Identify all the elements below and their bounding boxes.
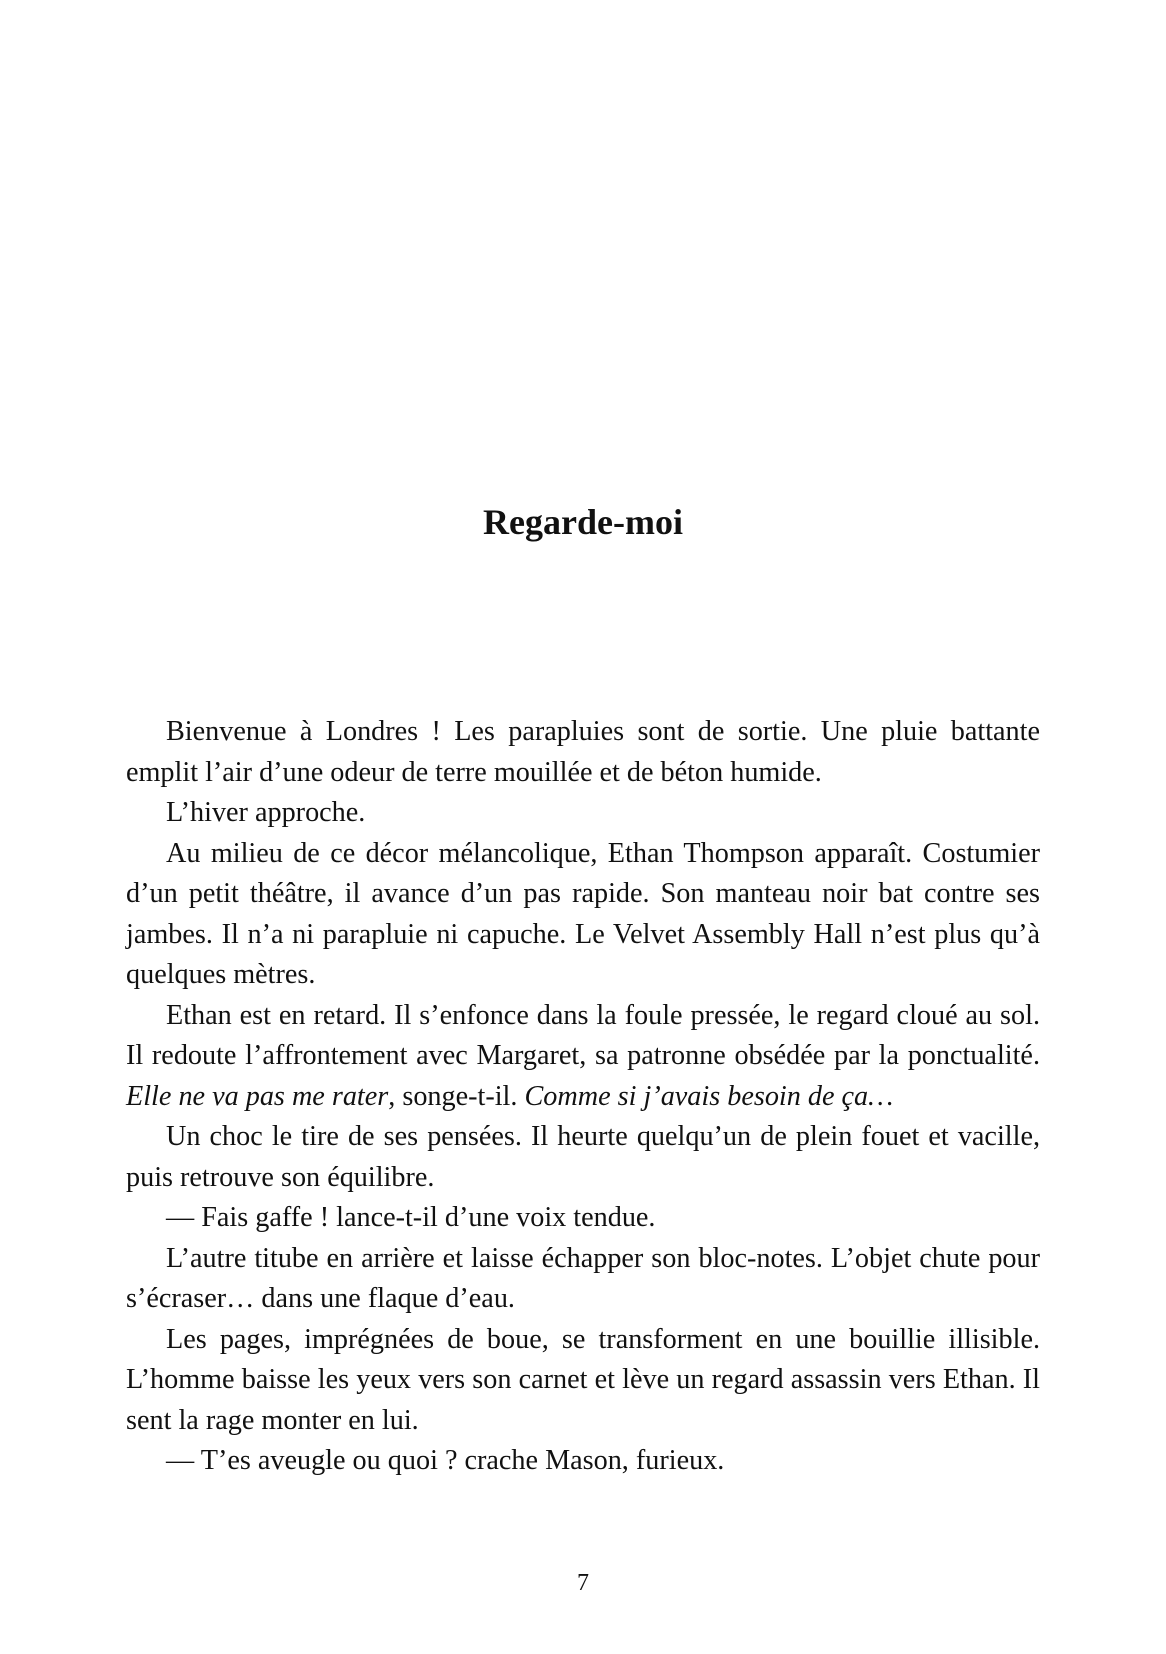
paragraph-dialogue-mason: — T’es aveugle ou quoi ? crache Mason, furieux. (166, 1445, 725, 1476)
paragraph-notebook-drop: L’autre titube en arrière et laisse échapper son bloc-notes. L’objet chute pour s’écraser… dans une flaque d’eau. (126, 1242, 1040, 1314)
paragraph-winter: L’hiver approche. (166, 797, 366, 828)
paragraph-arrival: Bienvenue à Londres ! Les parapluies sont de sortie. Une pluie battante emplit l’air d’une odeur de terre mouillée et de béton humide. (126, 716, 1040, 788)
page-number: 7 (577, 1570, 589, 1596)
paragraph-late-text-2: , songe-t-il. (388, 1080, 525, 1112)
paragraph-ethan-intro: Au milieu de ce décor mélancolique, Ethan Thompson apparaît. Costumier d’un petit théâtre, il avance d’un pas rapide. Son manteau noir bat contre ses jambes. Il n’a ni parapluie ni capuche. Le Velvet Assembly Hall n’est plus qu’à quelques mètres. (126, 837, 1040, 990)
paragraph-late-italic-2: Comme si j’avais besoin de ça… (524, 1080, 894, 1112)
paragraph-dialogue-ethan: — Fais gaffe ! lance-t-il d’une voix tendue. (166, 1202, 656, 1233)
paragraph-late-italic-1: Elle ne va pas me rater (126, 1080, 389, 1112)
paragraph-collision: Un choc le tire de ses pensées. Il heurte quelqu’un de plein fouet et vacille, puis retrouve son équilibre. (126, 1121, 1040, 1193)
paragraph-late (126, 996, 1040, 1118)
chapter-body (126, 712, 1040, 1482)
chapter-title: Regarde-moi (483, 502, 683, 542)
paragraph-late-text-1: Ethan est en retard. Il s’enfonce dans la foule pressée, le regard cloué au sol. Il redoute l’affrontement avec Margaret, sa patronne obsédée par la ponctualité. (126, 999, 1040, 1071)
paragraph-pages-ruined: Les pages, imprégnées de boue, se transforment en une bouillie illisible. L’homme baisse les yeux vers son carnet et lève un regard assassin vers Ethan. Il sent la rage monter en lui. (126, 1323, 1040, 1436)
